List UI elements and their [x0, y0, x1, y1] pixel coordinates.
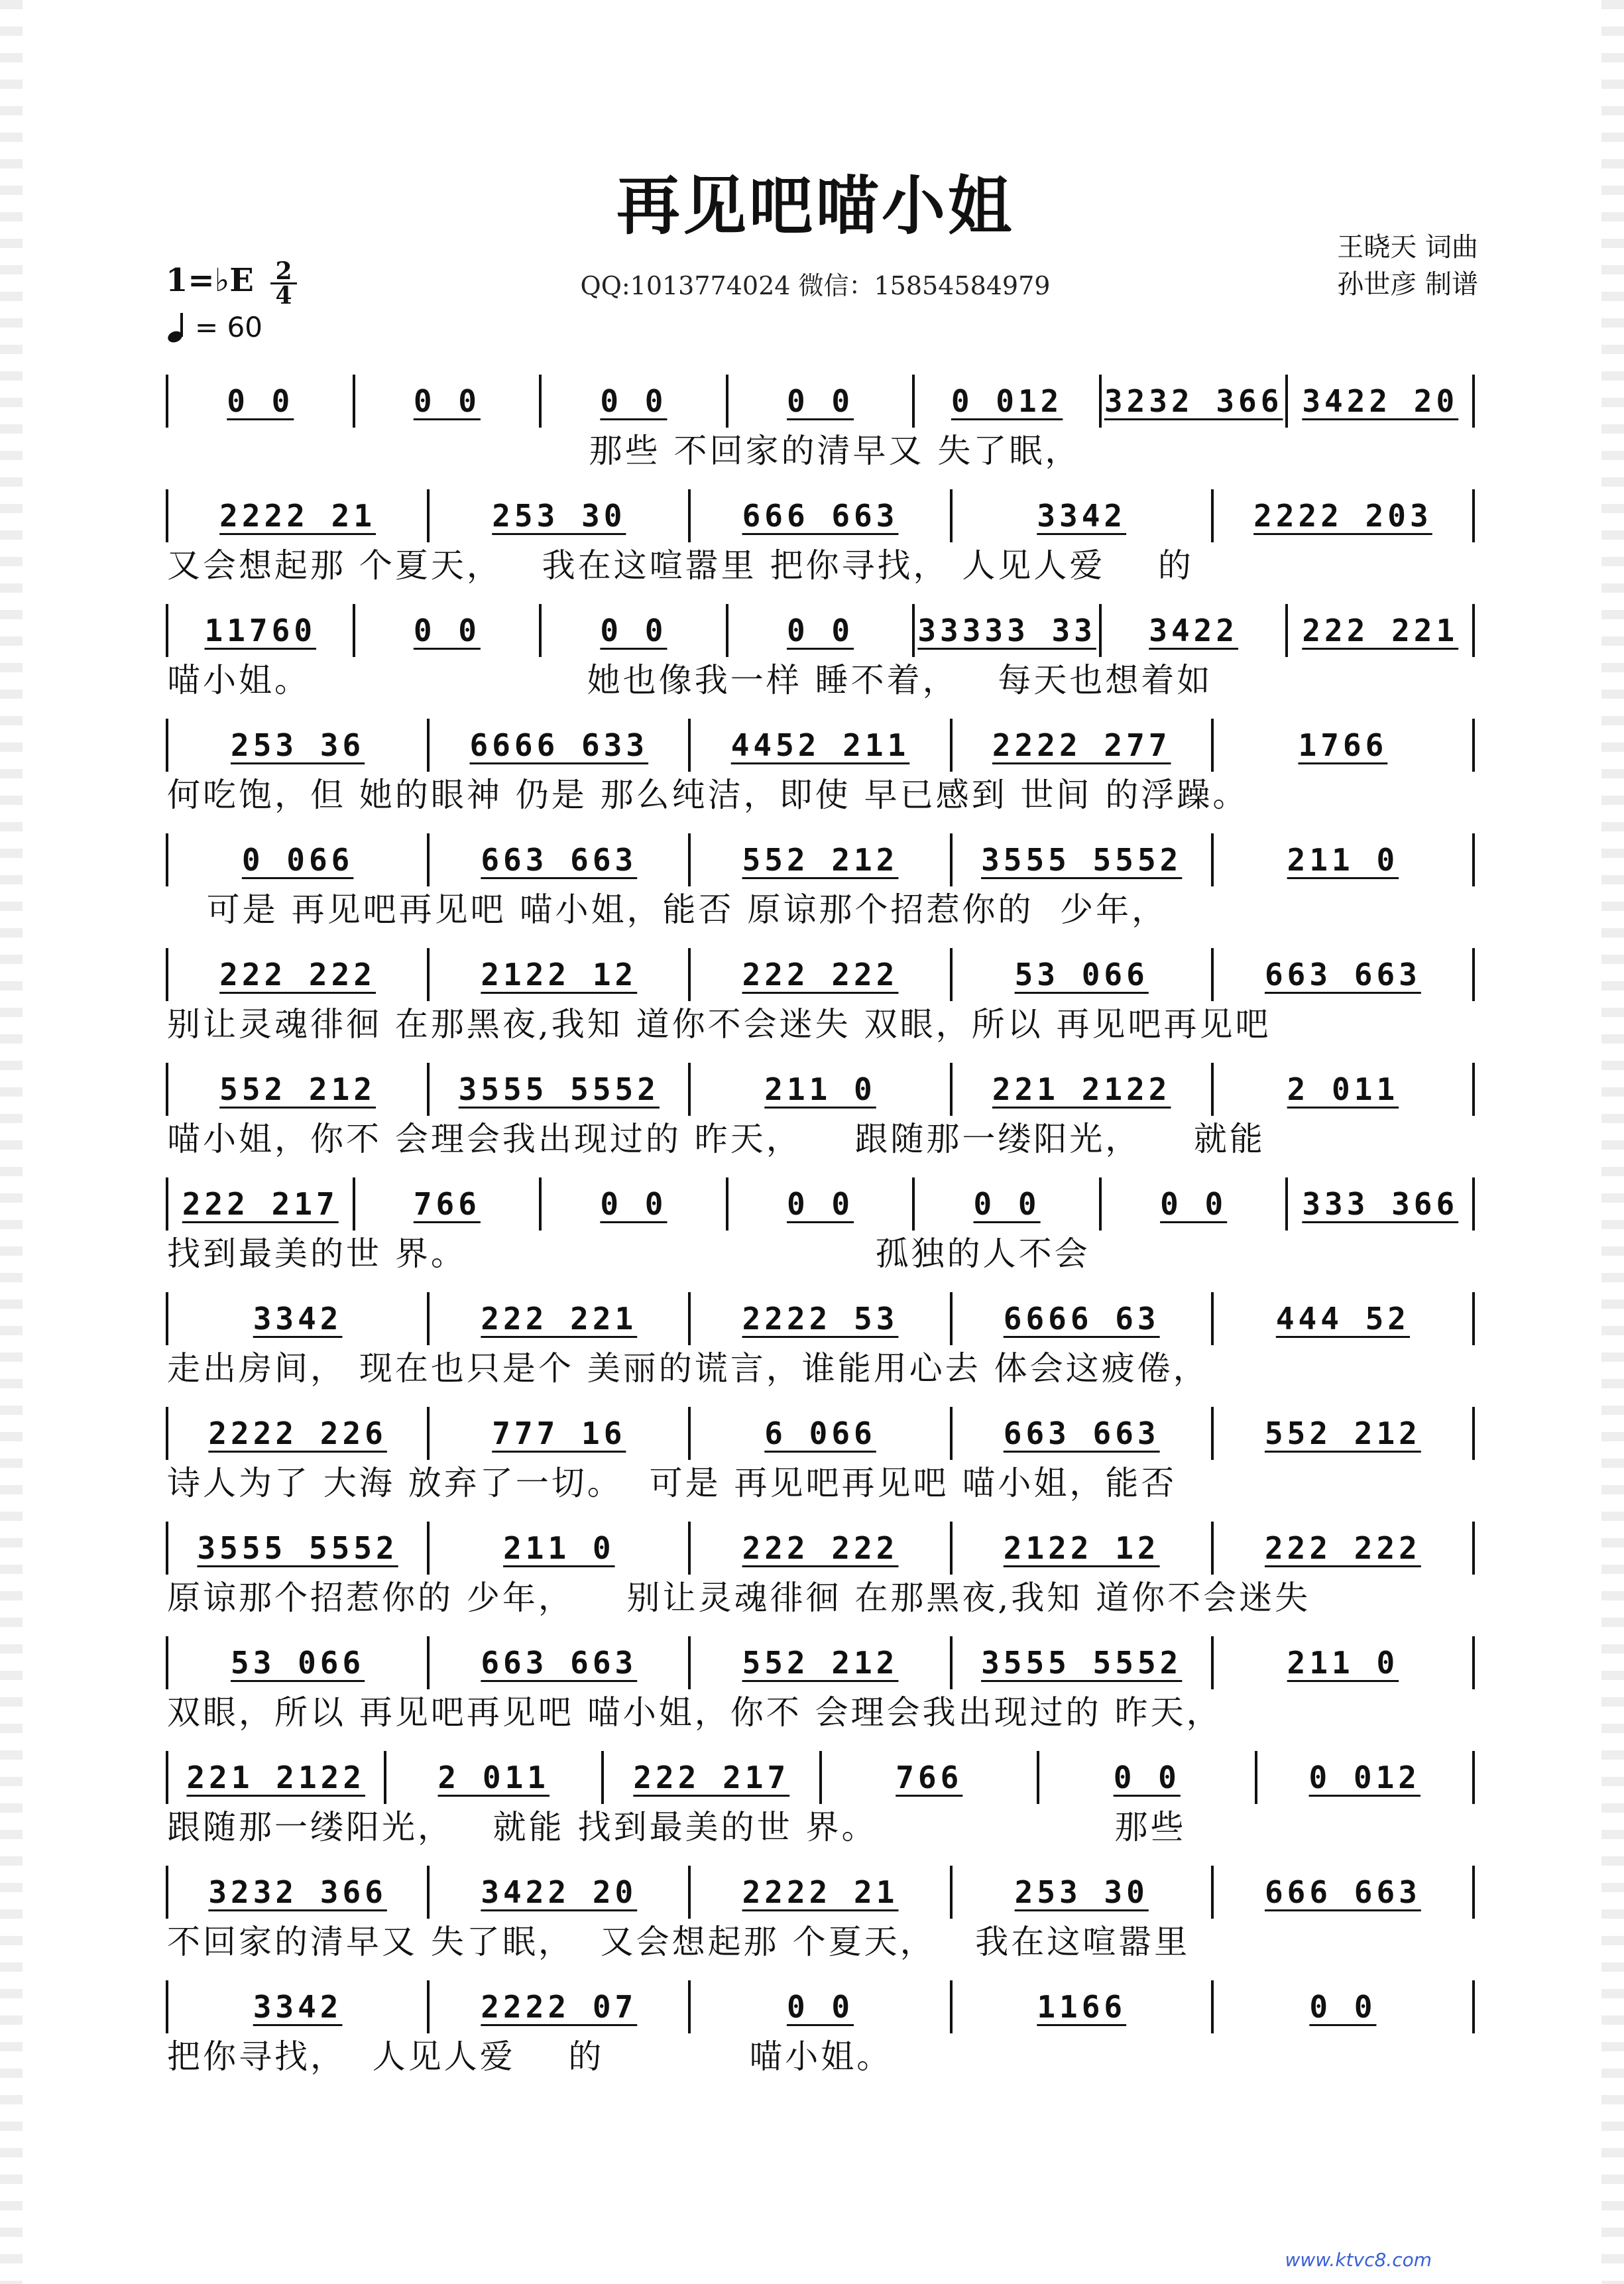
- key-signature: 1=♭E: [166, 262, 254, 299]
- measure-notes: 6666 633: [469, 727, 649, 763]
- measure: [953, 1292, 1214, 1345]
- measure: [691, 489, 952, 542]
- measure: [430, 1407, 691, 1460]
- measure-notes: 0 066: [241, 842, 354, 878]
- measure-notes: 2 011: [1287, 1071, 1399, 1107]
- notation-line: [166, 1522, 1475, 1575]
- lyric-line: 跟随那一缕阳光， 就能 找到最美的世 界。 那些: [167, 1808, 1187, 1846]
- score-row: [166, 1636, 1475, 1751]
- measure: [168, 1407, 430, 1460]
- measure-notes: 253 30: [492, 498, 626, 534]
- measure: [168, 1636, 430, 1689]
- measure: [953, 1866, 1214, 1919]
- measure: [728, 604, 915, 657]
- score-row: [166, 833, 1475, 948]
- measure: [430, 719, 691, 772]
- measure-notes: 3555 5552: [458, 1071, 660, 1107]
- measure-notes: 2222 226: [208, 1415, 387, 1451]
- measure-notes: 6666 63: [1003, 1301, 1160, 1337]
- notation-line: [166, 604, 1475, 657]
- measure: [430, 489, 691, 542]
- measure: [1102, 375, 1289, 428]
- measure: [691, 1980, 952, 2033]
- measure-notes: 0 0: [786, 1186, 854, 1222]
- measure: [953, 1636, 1214, 1689]
- measure-notes: 222 217: [633, 1760, 790, 1795]
- measure-notes: 663 663: [481, 1645, 638, 1681]
- measure-notes: 53 066: [1014, 957, 1149, 992]
- measure: [1214, 489, 1475, 542]
- measure-notes: 4452 211: [730, 727, 910, 763]
- score-row: [166, 1177, 1475, 1292]
- measure: [691, 833, 952, 886]
- measure-notes: 221 2122: [186, 1760, 366, 1795]
- measure: [691, 1063, 952, 1116]
- measure-notes: 3422 20: [481, 1874, 638, 1910]
- measure: [1214, 833, 1475, 886]
- notation-line: [166, 1177, 1475, 1231]
- lyric-line: 喵小姐。 她也像我一样 睡不着， 每天也想着如: [167, 661, 1213, 699]
- measure-notes: 766: [896, 1760, 963, 1795]
- measure-notes: 2222 07: [481, 1989, 638, 2025]
- measure-notes: 222 221: [1302, 613, 1459, 648]
- score-row: [166, 1407, 1475, 1522]
- notation-line: [166, 1866, 1475, 1919]
- notation-line: [166, 1063, 1475, 1116]
- measure-notes: 6 066: [764, 1415, 876, 1451]
- measure: [822, 1751, 1040, 1804]
- measure-notes: 3555 5552: [981, 1645, 1183, 1681]
- measure-notes: 552 212: [1264, 1415, 1421, 1451]
- measure: [691, 1292, 952, 1345]
- measure-notes: 0 0: [413, 383, 481, 419]
- score-row: [166, 1292, 1475, 1407]
- measure-notes: 33333 33: [917, 613, 1096, 648]
- measure: [542, 1177, 728, 1231]
- score-row: [166, 1866, 1475, 1980]
- measure-notes: 2222 277: [992, 727, 1171, 763]
- measure-notes: 0 0: [227, 383, 294, 419]
- measure: [168, 948, 430, 1001]
- measure-notes: 663 663: [1264, 957, 1421, 992]
- measure-notes: 0 0: [600, 613, 667, 648]
- measure: [168, 1177, 355, 1231]
- measure: [1214, 1063, 1475, 1116]
- measure: [953, 719, 1214, 772]
- measure: [691, 719, 952, 772]
- measure: [953, 1522, 1214, 1575]
- measure: [430, 1636, 691, 1689]
- lyric-line: 那些 不回家的清早又 失了眠，: [167, 432, 1081, 470]
- measure-notes: 0 0: [1309, 1989, 1377, 2025]
- lyric-line: 找到最美的世 界。 孤独的人不会: [167, 1234, 1090, 1273]
- right-border-pattern: [1601, 0, 1624, 2284]
- score-row: [166, 375, 1475, 489]
- measure: [168, 719, 430, 772]
- measure-notes: 777 16: [492, 1415, 626, 1451]
- measure: [1214, 1292, 1475, 1345]
- score-row: [166, 719, 1475, 833]
- measure: [691, 1636, 952, 1689]
- measure: [430, 1063, 691, 1116]
- notation-line: [166, 375, 1475, 428]
- measure: [168, 1292, 430, 1345]
- measure: [915, 375, 1102, 428]
- lyric-line: 双眼，所以 再见吧再见吧 喵小姐，你不 会理会我出现过的 昨天，: [167, 1693, 1222, 1732]
- measure: [430, 833, 691, 886]
- measure: [168, 1980, 430, 2033]
- measure-notes: 211 0: [503, 1530, 615, 1566]
- lyric-line: 原谅那个招惹你的 少年， 别让灵魂徘徊 在那黑夜,我知 道你不会迷失: [167, 1579, 1311, 1617]
- measure: [168, 1866, 430, 1919]
- measure: [168, 1751, 386, 1804]
- score-row: [166, 1751, 1475, 1866]
- measure-notes: 0 0: [600, 1186, 667, 1222]
- notation-line: [166, 833, 1475, 886]
- measure: [430, 1866, 691, 1919]
- lyric-line: 可是 再见吧再见吧 喵小姐，能否 原谅那个招惹你的 少年，: [167, 890, 1168, 929]
- measure: [1214, 1636, 1475, 1689]
- measure: [168, 375, 355, 428]
- measure: [1102, 604, 1289, 657]
- measure: [604, 1751, 822, 1804]
- measure-notes: 3342: [253, 1989, 343, 2025]
- measure-notes: 0 0: [973, 1186, 1041, 1222]
- measure: [953, 948, 1214, 1001]
- time-signature-bottom: 4: [275, 282, 292, 310]
- measure-notes: 211 0: [764, 1071, 876, 1107]
- measure-notes: 666 663: [742, 498, 899, 534]
- score-row: [166, 1063, 1475, 1177]
- measure-notes: 0 012: [951, 383, 1063, 419]
- measure-notes: 11760: [204, 613, 317, 648]
- measure: [168, 489, 430, 542]
- lyric-line: 何吃饱，但 她的眼神 仍是 那么纯洁，即使 早已感到 世间 的浮躁。: [167, 776, 1249, 814]
- measure: [355, 1177, 542, 1231]
- score-row: [166, 604, 1475, 719]
- lyric-line: 别让灵魂徘徊 在那黑夜,我知 道你不会迷失 双眼，所以 再见吧再见吧: [167, 1005, 1271, 1044]
- score-body: [166, 375, 1475, 2095]
- score-row: [166, 1980, 1475, 2095]
- measure: [1257, 1751, 1476, 1804]
- notation-line: [166, 719, 1475, 772]
- measure-notes: 0 0: [413, 613, 481, 648]
- measure: [691, 1866, 952, 1919]
- measure-notes: 552 212: [742, 842, 899, 878]
- measure-notes: 253 30: [1014, 1874, 1149, 1910]
- song-title: 再见吧喵小姐: [616, 168, 1014, 243]
- measure-notes: 211 0: [1287, 1645, 1399, 1681]
- measure-notes: 222 222: [219, 957, 377, 992]
- measure: [542, 375, 728, 428]
- measure-notes: 666 663: [1264, 1874, 1421, 1910]
- measure: [386, 1751, 605, 1804]
- measure: [1214, 719, 1475, 772]
- measure-notes: 0 0: [786, 613, 854, 648]
- lyric-line: 不回家的清早又 失了眠， 又会想起那 个夏天， 我在这喧嚣里: [167, 1923, 1190, 1961]
- measure-notes: 3422 20: [1302, 383, 1459, 419]
- measure-notes: 2222 203: [1253, 498, 1432, 534]
- measure-notes: 0 0: [600, 383, 667, 419]
- notation-line: [166, 1407, 1475, 1460]
- tempo-value: = 60: [195, 311, 262, 343]
- lyric-line: 把你寻找， 人见人爱 的 喵小姐。: [167, 2037, 893, 2076]
- time-signature-top: 2: [270, 260, 297, 284]
- measure-notes: 2122 12: [1003, 1530, 1160, 1566]
- measure-notes: 2 011: [437, 1760, 550, 1795]
- measure: [430, 1292, 691, 1345]
- measure-notes: 0 0: [1113, 1760, 1181, 1795]
- measure: [1288, 604, 1475, 657]
- watermark: www.ktvc8.com: [1285, 2249, 1432, 2271]
- measure-notes: 53 066: [231, 1645, 365, 1681]
- composer-credit: 王晓天 词曲: [1337, 232, 1478, 263]
- tempo-marking: [166, 310, 262, 343]
- lyric-line: 走出房间， 现在也只是个 美丽的谎言，谁能用心去 体会这疲倦，: [167, 1349, 1209, 1388]
- measure-notes: 211 0: [1287, 842, 1399, 878]
- measure-notes: 0 0: [786, 383, 854, 419]
- left-border-pattern: [0, 0, 23, 2284]
- measure: [168, 604, 355, 657]
- measure: [691, 1407, 952, 1460]
- measure: [355, 604, 542, 657]
- measure-notes: 3232 366: [1104, 383, 1283, 419]
- lyric-line: 又会想起那 个夏天， 我在这喧嚣里 把你寻找， 人见人爱 的: [167, 546, 1194, 585]
- measure: [168, 833, 430, 886]
- measure: [1288, 375, 1475, 428]
- measure: [1214, 948, 1475, 1001]
- notation-line: [166, 1980, 1475, 2033]
- measure-notes: 0 0: [1160, 1186, 1228, 1222]
- score-row: [166, 948, 1475, 1063]
- measure: [1214, 1522, 1475, 1575]
- measure: [1214, 1866, 1475, 1919]
- measure-notes: 2222 21: [219, 498, 377, 534]
- measure-notes: 0 012: [1308, 1760, 1421, 1795]
- measure-notes: 2222 21: [742, 1874, 899, 1910]
- lyric-line: 诗人为了 大海 放弃了一切。 可是 再见吧再见吧 喵小姐，能否: [167, 1464, 1177, 1502]
- measure-notes: 222 217: [182, 1186, 339, 1222]
- measure-notes: 0 0: [786, 1989, 854, 2025]
- measure-notes: 3555 5552: [981, 842, 1183, 878]
- measure: [430, 1522, 691, 1575]
- measure: [728, 1177, 915, 1231]
- measure: [430, 1980, 691, 2033]
- measure-notes: 222 221: [481, 1301, 638, 1337]
- quarter-note-icon: [166, 310, 195, 343]
- score-sheet: [152, 0, 1478, 2284]
- measure-notes: 3342: [1037, 498, 1127, 534]
- measure: [915, 604, 1102, 657]
- measure-notes: 3232 366: [208, 1874, 387, 1910]
- measure-notes: 2122 12: [481, 957, 638, 992]
- measure: [168, 1522, 430, 1575]
- score-row: [166, 1522, 1475, 1636]
- measure-notes: 663 663: [481, 842, 638, 878]
- measure-notes: 1766: [1298, 727, 1388, 763]
- measure-notes: 766: [413, 1186, 481, 1222]
- notation-line: [166, 948, 1475, 1001]
- lyric-line: 喵小姐，你不 会理会我出现过的 昨天， 跟随那一缕阳光， 就能: [167, 1120, 1265, 1158]
- notation-line: [166, 489, 1475, 542]
- measure: [1214, 1407, 1475, 1460]
- measure: [1102, 1177, 1289, 1231]
- measure-notes: 552 212: [742, 1645, 899, 1681]
- measure: [953, 1407, 1214, 1460]
- measure-notes: 444 52: [1275, 1301, 1410, 1337]
- measure-notes: 3555 5552: [197, 1530, 398, 1566]
- measure: [953, 1980, 1214, 2033]
- measure: [728, 375, 915, 428]
- measure: [691, 948, 952, 1001]
- measure: [1288, 1177, 1475, 1231]
- measure: [355, 375, 542, 428]
- measure: [953, 489, 1214, 542]
- notation-line: [166, 1751, 1475, 1804]
- measure-notes: 222 222: [1264, 1530, 1421, 1566]
- measure: [915, 1177, 1102, 1231]
- measure: [953, 1063, 1214, 1116]
- measure-notes: 222 222: [742, 957, 899, 992]
- measure: [953, 833, 1214, 886]
- transcriber-credit: 孙世彦 制谱: [1337, 269, 1478, 300]
- measure-notes: 3422: [1149, 613, 1239, 648]
- measure: [1039, 1751, 1257, 1804]
- measure-notes: 1166: [1037, 1989, 1127, 2025]
- measure-notes: 253 36: [231, 727, 365, 763]
- measure-notes: 552 212: [219, 1071, 377, 1107]
- measure: [1214, 1980, 1475, 2033]
- measure-notes: 3342: [253, 1301, 343, 1337]
- measure-notes: 221 2122: [992, 1071, 1171, 1107]
- measure-notes: 333 366: [1302, 1186, 1459, 1222]
- measure: [542, 604, 728, 657]
- contact-info: QQ:1013774024 微信：15854584979: [580, 271, 1051, 300]
- notation-line: [166, 1292, 1475, 1345]
- measure: [430, 948, 691, 1001]
- measure-notes: 2222 53: [742, 1301, 899, 1337]
- measure: [168, 1063, 430, 1116]
- notation-line: [166, 1636, 1475, 1689]
- measure-notes: 663 663: [1003, 1415, 1160, 1451]
- measure: [691, 1522, 952, 1575]
- measure-notes: 222 222: [742, 1530, 899, 1566]
- time-signature: [270, 257, 297, 310]
- score-row: [166, 489, 1475, 604]
